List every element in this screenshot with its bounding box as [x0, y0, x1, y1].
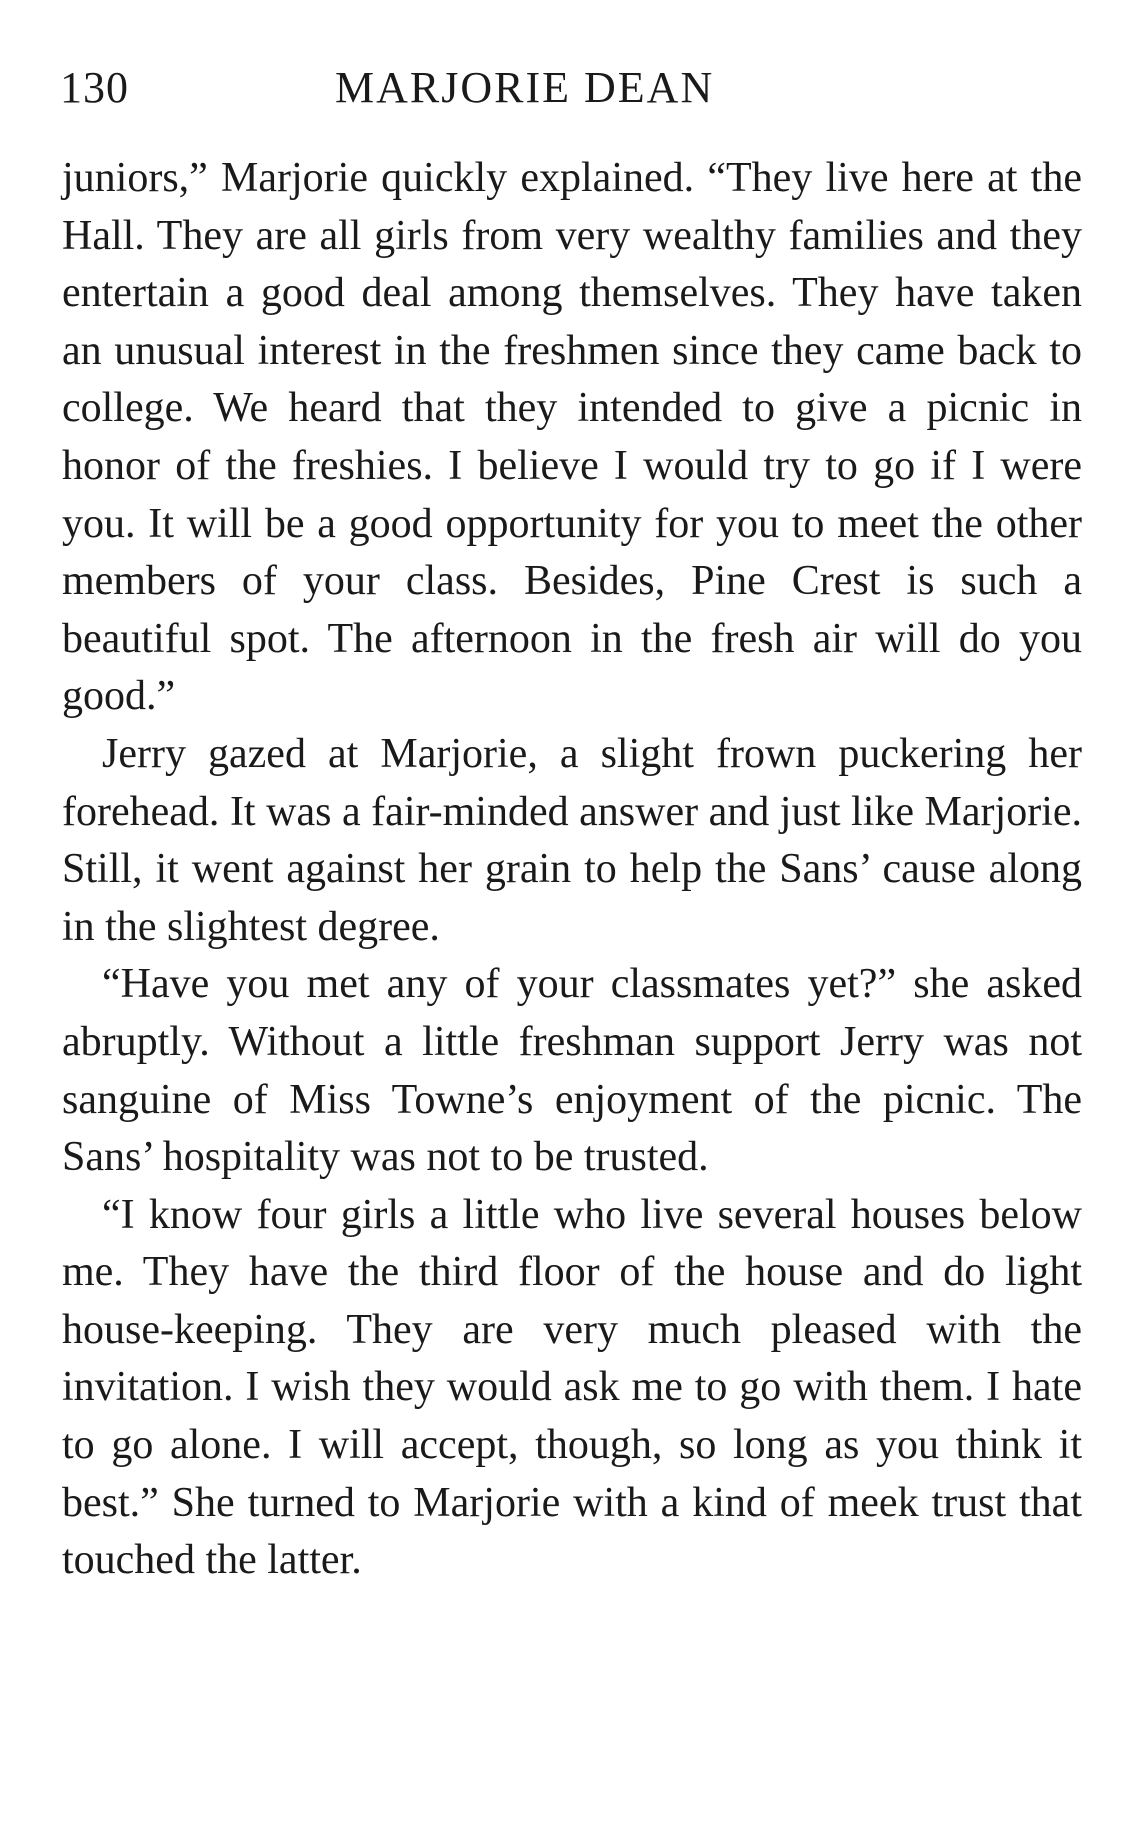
page-number: 130 — [60, 63, 129, 112]
body-text — [62, 150, 1082, 1590]
paragraph: “Have you met any of your classmates yet?” she asked abruptly. Without a little freshman support Jerry was not sanguine of Miss Towne’s enjoyment of the picnic. The Sans’ hospitality was not to be trusted. — [62, 961, 1082, 1181]
paragraph-continued: juniors,” Marjorie quickly explained. “They live here at the Hall. They are all girls from very wealthy families and they entertain a good deal among themselves. They have taken an unusual interest in the freshmen since they came back to college. We heard that they intended to give a picnic in honor of the freshies. I believe I would try to go if I were you. It will be a good opportunity for you to meet the other members of your class. Besides, Pine Crest is such a beautiful spot. The afternoon in the fresh air will do you good.” — [62, 155, 1082, 720]
page-header — [60, 58, 1090, 118]
paragraph: Jerry gazed at Marjorie, a slight frown puckering her forehead. It was a fair-minded answer and just like Marjorie. Still, it went against her grain to help the Sans’ cause along in the slightest degree. — [62, 730, 1082, 950]
running-title: MARJORIE DEAN — [335, 63, 715, 112]
paragraph: “I know four girls a little who live several houses below me. They have the third floor of the house and do light house-keeping. They are very much pleased with the invitation. I wish they would ask me to go with them. I hate to go alone. I will accept, though, so long as you think it best.” She turned to Marjorie with a kind of meek trust that touched the latter. — [62, 1191, 1082, 1584]
